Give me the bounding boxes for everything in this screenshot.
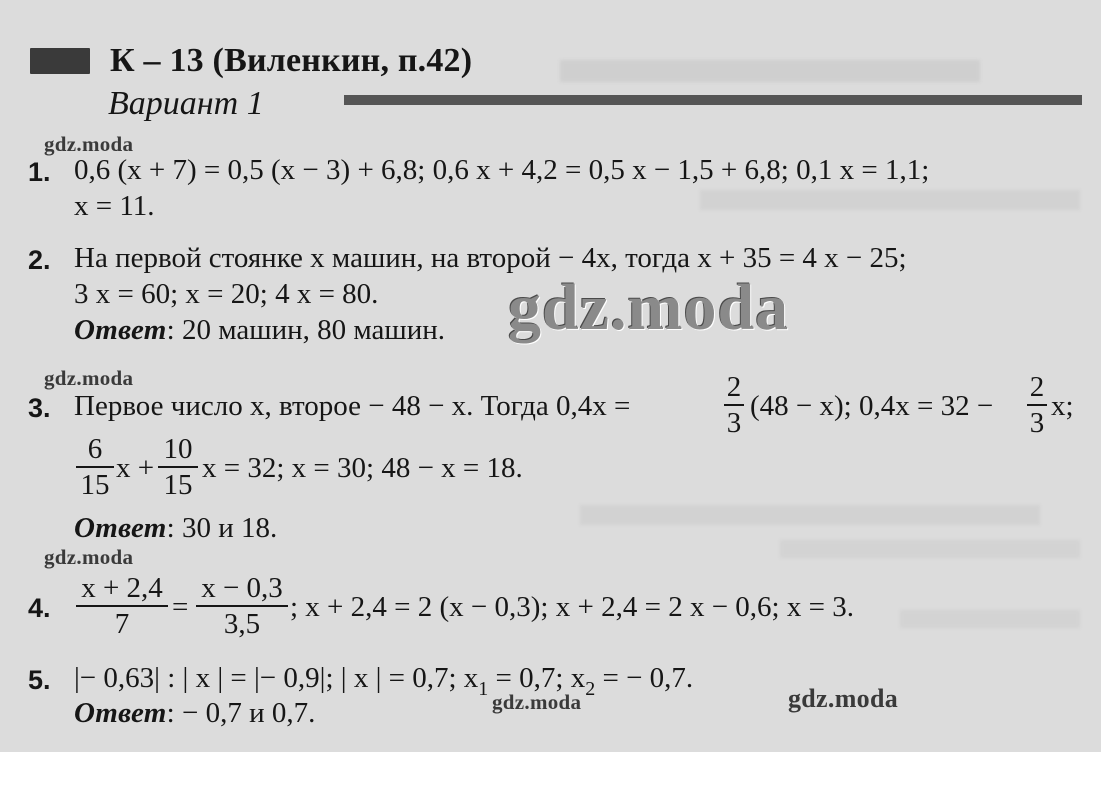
variant-divider: [344, 95, 1082, 105]
problem-5-part-b: = 0,7; x: [488, 662, 586, 694]
fraction-numerator: 2: [726, 371, 742, 403]
bleed-through-shading: [900, 610, 1080, 628]
fraction-numerator: x + 2,4: [81, 572, 163, 604]
problem-3-line-1-mid: (48 − x); 0,4x = 32 −: [750, 390, 994, 422]
bleed-through-shading: [560, 60, 980, 82]
problem-number: 5.: [28, 665, 51, 695]
problem-number: 2.: [28, 245, 51, 275]
section-header: [30, 42, 472, 80]
problem-1-line-2: x = 11.: [74, 190, 155, 222]
problem-5-part-a: |− 0,63| : | x | = |− 0,9|; | x | = 0,7; x: [74, 662, 479, 694]
problem-5-answer: [74, 697, 315, 730]
problem-3-line-2-plus: x +: [116, 452, 155, 484]
answer-text: : − 0,7 и 0,7.: [166, 697, 316, 729]
answer-label: Ответ: [74, 697, 167, 729]
fraction-numerator: 6: [87, 433, 103, 465]
header-marker: [30, 48, 90, 74]
fraction-denominator: 3: [726, 407, 742, 439]
watermark-large: gdz.moda: [508, 271, 790, 344]
watermark: gdz.moda: [44, 545, 134, 569]
problem-2-line-2: 3 x = 60; x = 20; 4 x = 80.: [74, 278, 379, 310]
subscript: 1: [478, 678, 489, 700]
problem-3-line-2-rest: x = 32; x = 30; 48 − x = 18.: [202, 452, 523, 484]
fraction: [724, 370, 744, 440]
fraction-numerator: 2: [1029, 371, 1045, 403]
watermark: gdz.moda: [492, 690, 582, 714]
problem-number: 4.: [28, 593, 51, 623]
problem-5-part-c: = − 0,7.: [595, 662, 694, 694]
problem-number: 1.: [28, 157, 51, 187]
problem-3-line-1-text: Первое число x, второе − 48 − x. Тогда 0,4x =: [74, 390, 631, 422]
answer-text: : 30 и 18.: [166, 512, 278, 544]
fraction: [76, 571, 168, 641]
watermark: gdz.moda: [44, 132, 134, 156]
problem-3-line-1-end: x;: [1051, 390, 1074, 422]
problem-2-line-1: На первой стоянке x машин, на второй − 4x, тогда x + 35 = 4 x − 25;: [74, 242, 907, 274]
fraction-denominator: 7: [114, 608, 130, 640]
bleed-through-shading: [700, 190, 1080, 210]
fraction-denominator: 3: [1029, 407, 1045, 439]
fraction: [158, 432, 198, 502]
page-title: К – 13 (Виленкин, п.42): [110, 42, 473, 79]
fraction-numerator: x − 0,3: [201, 572, 283, 604]
problem-2-answer: [74, 314, 445, 347]
answer-label: Ответ: [74, 314, 167, 346]
watermark: gdz.moda: [788, 684, 899, 713]
problem-number: 3.: [28, 393, 51, 423]
problem-5-line-1: [74, 662, 693, 701]
answer-text: : 20 машин, 80 машин.: [166, 314, 446, 346]
fraction-denominator: 3,5: [223, 608, 261, 640]
problem-4-rest: ; x + 2,4 = 2 (x − 0,3); x + 2,4 = 2 x − 0,6; x = 3.: [290, 591, 854, 623]
problem-1-line-1: 0,6 (x + 7) = 0,5 (x − 3) + 6,8; 0,6 x + 4,2 = 0,5 x − 1,5 + 6,8; 0,1 x = 1,1;: [74, 154, 930, 186]
watermark: gdz.moda: [44, 366, 134, 390]
variant-title: Вариант 1: [108, 85, 264, 122]
subscript: 2: [585, 678, 596, 700]
fraction-denominator: 15: [80, 469, 110, 501]
bleed-through-shading: [580, 505, 1040, 525]
problem-3-answer: [74, 512, 277, 545]
fraction-denominator: 15: [163, 469, 193, 501]
fraction-numerator: 10: [163, 433, 193, 465]
fraction: [196, 571, 288, 641]
fraction: [1027, 370, 1047, 440]
fraction: [76, 432, 114, 502]
answer-label: Ответ: [74, 512, 167, 544]
bleed-through-shading: [780, 540, 1080, 558]
problem-4-equals: =: [172, 591, 189, 623]
